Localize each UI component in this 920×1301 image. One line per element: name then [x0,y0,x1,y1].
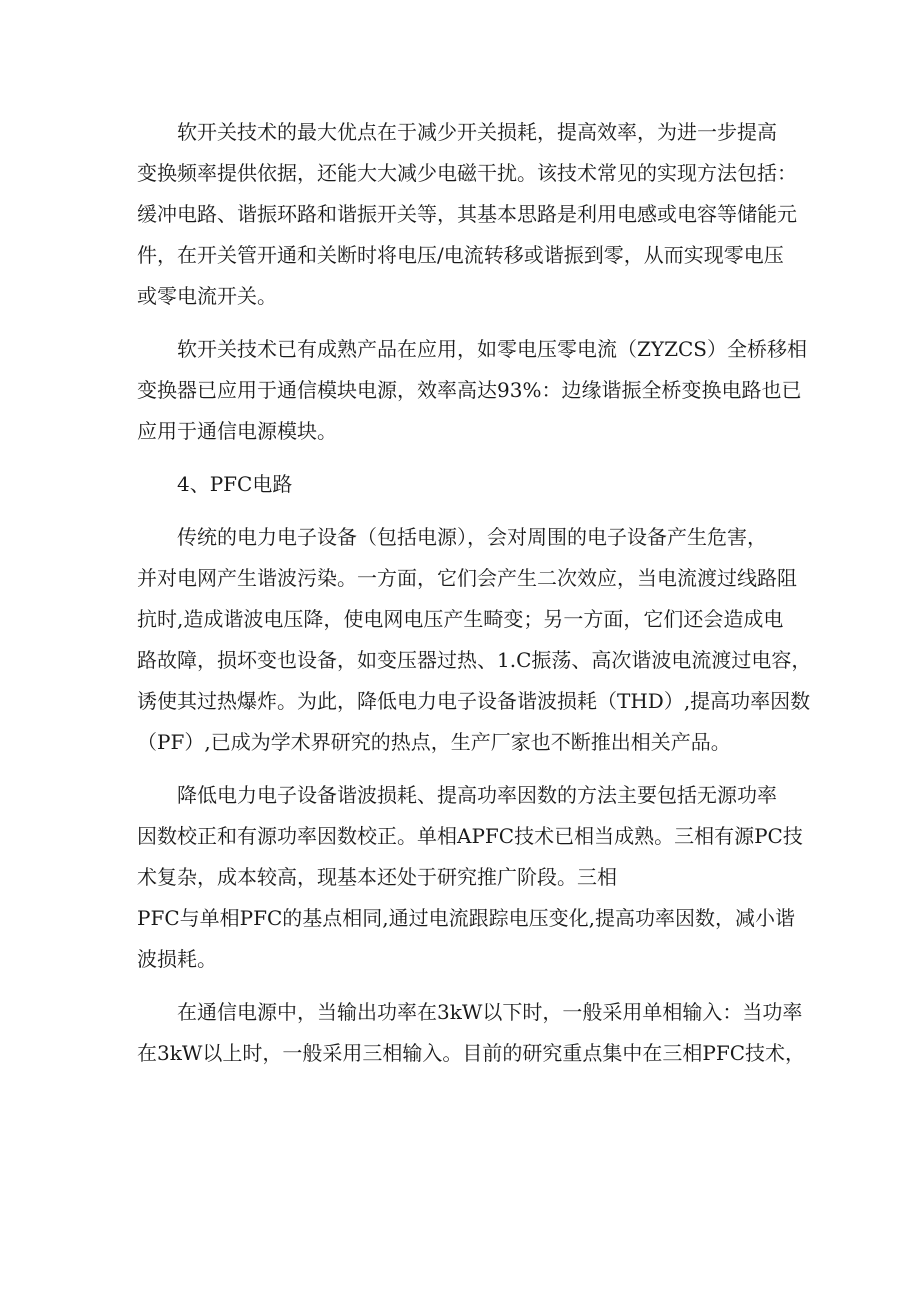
text-line: 在通信电源中，当输出功率在3kW以下时，一般采用单相输入：当功率 [177,1000,803,1024]
paragraph-soft-switch-advantages [137,112,797,317]
text-line: 因数校正和有源功率因数校正。单相APFC技术已相当成熟。三相有源PC技 [137,824,803,848]
text-line: 路故障，损坏变也设备，如变压器过热、1.C振荡、高次谐波电流渡过电容， [137,648,812,672]
text-line: 降低电力电子设备谐波损耗、提高功率因数的方法主要包括无源功率 [177,783,777,807]
paragraph-pfc-methods [137,775,803,980]
text-line: PFC与单相PFC的基点相同,通过电流跟踪电压变化,提高功率因数，减小谐 [137,906,795,930]
text-line: 诱使其过热爆炸。为此，降低电力电子设备谐波损耗（THD）,提高功率因数 [137,689,811,713]
text-line: 变换器已应用于通信模块电源，效率高达93%：边缘谐振全桥变换电路也已 [137,378,802,402]
text-line: 或零电流开关。 [137,284,277,308]
paragraph-pfc-harm [137,517,812,763]
text-line: 波损耗。 [137,947,217,971]
text-line: 软开关技术已有成熟产品在应用，如零电压零电流（ZYZCS）全桥移相 [177,337,807,361]
text-line: 软开关技术的最大优点在于减少开关损耗，提高效率，为进一步提高 [177,120,777,144]
document-body [137,112,812,1086]
text-line: 在3kW以上时，一般采用三相输入。目前的研究重点集中在三相PFC技术， [137,1041,806,1065]
text-line: 件，在开关管开通和关断时将电压/电流转移或谐振到零，从而实现零电压 [137,243,784,267]
text-line: （PF）,已成为学术界研究的热点，生产厂家也不断推出相关产品。 [137,730,731,754]
text-line: 变换频率提供依据，还能大大减少电磁干扰。该技术常见的实现方法包括： [137,161,797,185]
text-line: 缓冲电路、谐振环路和谐振开关等，其基本思路是利用电感或电容等储能元 [137,202,797,226]
text-line: 术复杂，成本较高，现基本还处于研究推广阶段。三相 [137,865,617,889]
text-line: 并对电网产生谐波污染。一方面，它们会产生二次效应，当电流渡过线路阻 [137,566,797,590]
section-heading-pfc: 4、PFC电路 [177,472,293,496]
text-line: 应用于通信电源模块。 [137,419,337,443]
text-line: 抗时,造成谐波电压降，使电网电压产生畸变；另一方面，它们还会造成电 [137,607,784,631]
text-line: 传统的电力电子设备（包括电源），会对周围的电子设备产生危害， [177,525,767,549]
paragraph-telecom-power [137,992,806,1074]
paragraph-soft-switch-products [137,329,807,452]
